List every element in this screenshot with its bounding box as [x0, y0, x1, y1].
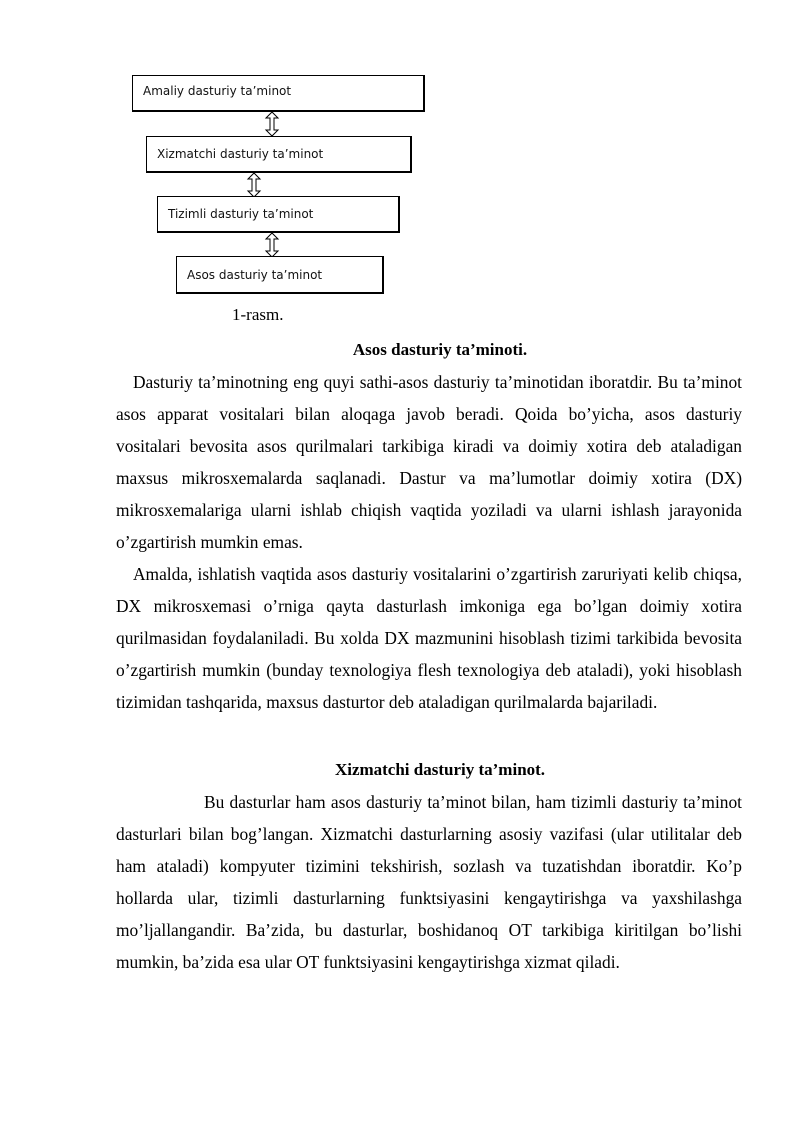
section-heading: Xizmatchi dasturiy ta’minot. — [334, 760, 546, 779]
diagram-box-label: Asos dasturiy ta’minot — [187, 267, 323, 282]
paragraph: Amalda, ishlatish vaqtida asos dasturiy vositalarini o’zgartirish zaruriyati kelib chiqsa, DX mikrosxemasi o’rniga qayta dasturlash imkoniga ega bo’lgan doimiy xotira qurilmasidan foydalaniladi. Bu xolda DX mazmunini hisoblash tizimi tarkibida bevosita o’zgartirish mumkin (bunday texnologiya flesh texnologiya deb ataladi), yoki hisoblash tizimidan tashqarida, maxsus dasturtor deb ataladigan qurilmalarda bajariladi. — [116, 564, 742, 712]
diagram-box-system-software — [157, 196, 400, 233]
diagram-box-applied-software — [132, 75, 425, 112]
diagram-box-service-software — [146, 136, 412, 173]
paragraph: Bu dasturlar ham asos dasturiy ta’minot bilan, ham tizimli dasturiy ta’minot dasturlari bilan bog’langan. Xizmatchi dasturlarning asosiy vazifasi (ular utilitalar deb ham ataladi) kompyuter tizimini tekshirish, sozlash va tuzatishdan iboratdir. Ko’p hollarda ular, tizimli dasturlarning funktsiyasini kengaytirishga va yaxshilashga mo’ljallangandir. Ba’zida, bu dasturlar, boshidanoq OT tarkibiga kiritilgan bo’lishi mumkin, ba’zida esa ular OT funktsiyasini kengaytirishga xizmat qiladi. — [116, 792, 742, 972]
paragraph: Dasturiy ta’minotning eng quyi sathi-asos dasturiy ta’minotidan iboratdir. Bu ta’minot asos apparat vositalari bilan aloqaga javob beradi. Qoida bo’yicha, asos dasturiy vositalari bevosita asos qurilmalari tarkibiga kiradi va doimiy xotira deb ataladigan maxsus mikrosxemalarda saqlanadi. Dastur va ma’lumotlar doimiy xotira (DX) mikrosxemalariga ularni ishlab chiqish vaqtida yoziladi va ularni ishlash jarayonida o’zgartirish mumkin emas. — [116, 372, 742, 552]
diagram-box-label: Tizimli dasturiy ta’minot — [168, 207, 314, 221]
double-arrow-icon — [264, 111, 280, 137]
double-arrow-icon — [246, 172, 262, 198]
double-arrow-icon — [264, 232, 280, 258]
diagram-box-label: Xizmatchi dasturiy ta’minot — [157, 147, 324, 161]
diagram-box-base-software — [176, 256, 384, 294]
diagram-box-label: Amaliy dasturiy ta’minot — [143, 84, 292, 98]
figure-caption: 1-rasm. — [232, 305, 284, 324]
section-heading: Asos dasturiy ta’minoti. — [352, 340, 528, 359]
